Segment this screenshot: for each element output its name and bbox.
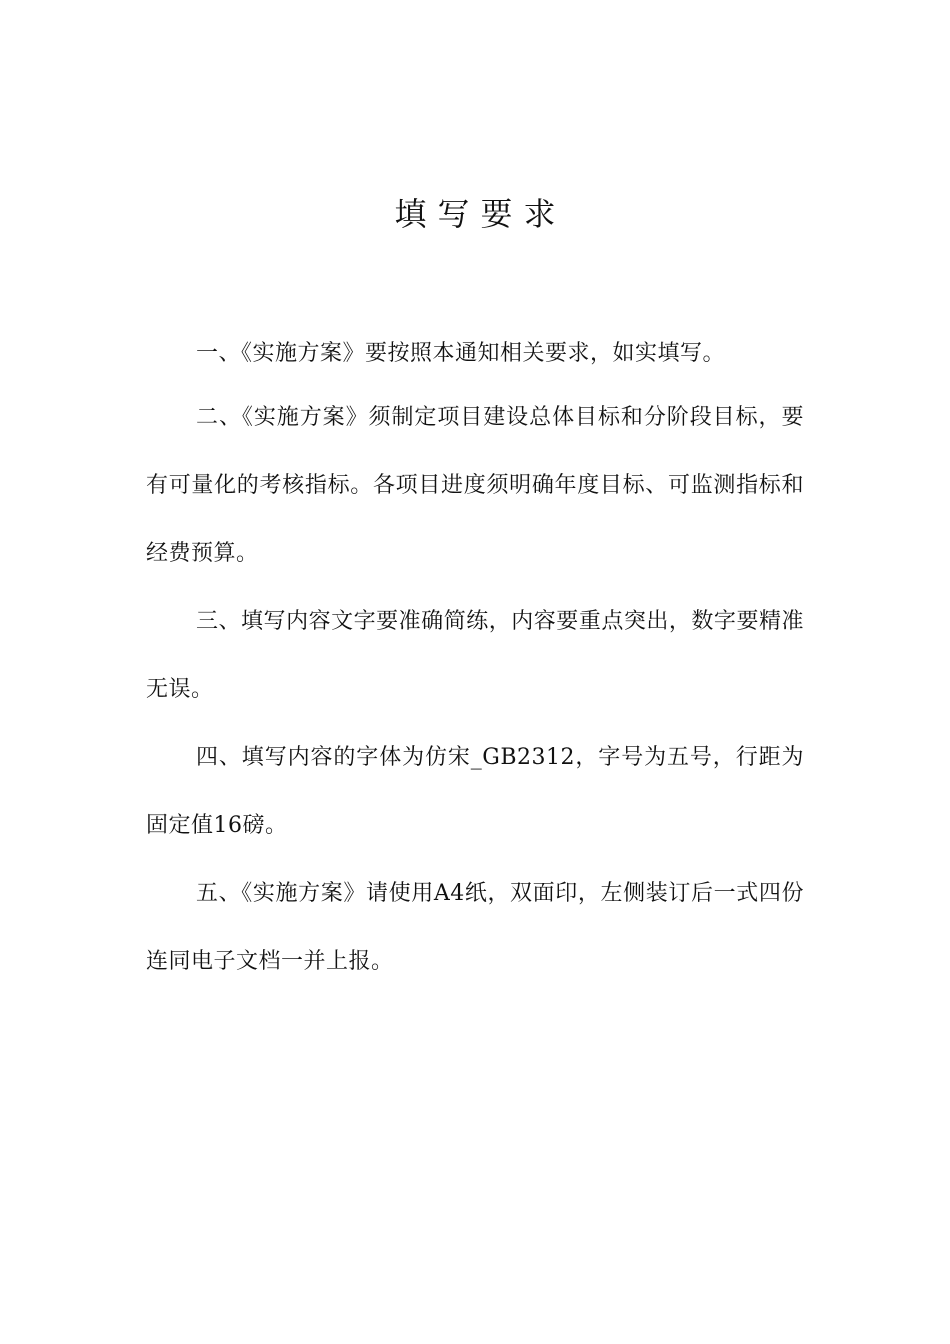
requirement-paragraph-4: 四、填写内容的字体为仿宋_GB2312，字号为五号，行距为固定值16磅。	[146, 745, 804, 838]
requirement-paragraph-3: 三、填写内容文字要准确简练，内容要重点突出，数字要精准无误。	[146, 609, 804, 702]
requirement-paragraph-2: 二、《实施方案》须制定项目建设总体目标和分阶段目标，要有可量化的考核指标。各项目进度须明确年度目标、可监测指标和经费预算。	[146, 405, 804, 566]
requirement-paragraph-5: 五、《实施方案》请使用A4纸，双面印，左侧装订后一式四份连同电子文档一并上报。	[146, 881, 804, 974]
requirements-body	[146, 328, 804, 996]
page-title: 填写要求	[394, 195, 567, 233]
requirement-paragraph-1: 一、《实施方案》要按照本通知相关要求，如实填写。	[196, 341, 726, 366]
